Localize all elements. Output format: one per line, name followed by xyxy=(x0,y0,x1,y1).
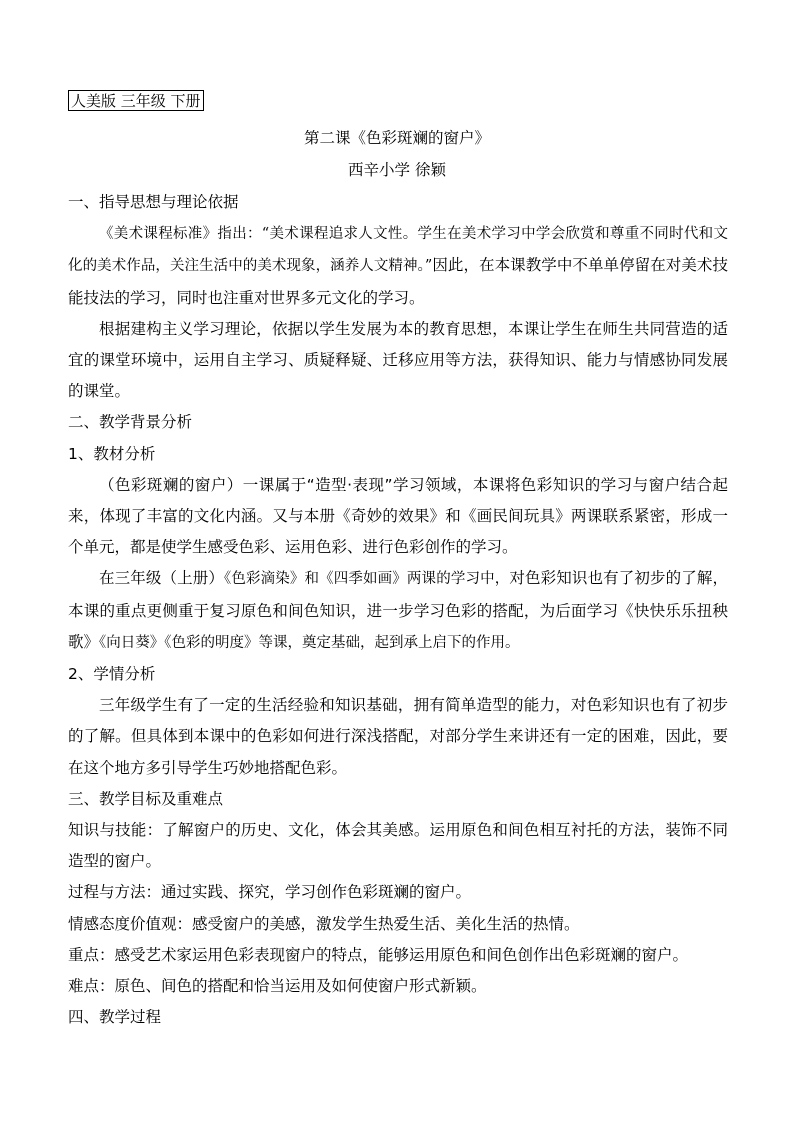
paragraph-text: 因此，在本课教学中不单单停留在对美术技能技法的学习，同时也注重对世界多元文化的学习。 xyxy=(68,256,728,307)
subsection-heading-textbook: 1、教材分析 xyxy=(68,444,156,463)
paragraph-constructivism: 根据建构主义学习理论，依据以学生发展为本的教育思想，本课让学生在师生共同营造的适宜的课堂环境中，运用自主学习、质疑释疑、迁移应用等方法，获得知识、能力与情感协同发展的课堂。 xyxy=(68,319,728,401)
key-point: 重点：感受艺术家运用色彩表现窗户的特点，能够运用原色和间色创作出色彩斑斓的窗户。 xyxy=(68,945,689,964)
edition-label: 人美版 三年级 下册 xyxy=(68,90,204,111)
paragraph-text: 《色彩滴染》和《四季如画》两课的学习中， xyxy=(224,571,510,588)
paragraph-prior-learning xyxy=(68,563,728,659)
subsection-heading-learners: 2、学情分析 xyxy=(68,665,156,684)
paragraph-learner-analysis: 三年级学生有了一定的生活经验和知识基础，拥有简单造型的能力，对色彩知识也有了初步的了解。但具体到本课中的色彩如何进行深浅搭配，对部分学生来讲还有一定的困难，因此，要在这个地方多引导学生巧妙地搭配色彩。 xyxy=(68,696,728,777)
paragraph-text: 《向日葵》《色彩的明度》等课，奠定基础，起到承上启下的作用。 xyxy=(99,634,520,651)
section-heading-4: 四、教学过程 xyxy=(68,1008,162,1027)
author-line: 西辛小学 徐颖 xyxy=(348,161,446,179)
paragraph-textbook-analysis: （色彩斑斓的窗户）一课属于“造型·表现”学习领域，本课将色彩知识的学习与窗户结合起来，体现了丰富的文化内涵。又与本册《奇妙的效果》和《画民间玩具》两课联系紧密，形成一个单元，都是使学生感受色彩、运用色彩、进行色彩创作的学习。 xyxy=(68,475,728,557)
quote-text: 《美术课程标准》指出：“美术课程追求人文性。学生在美术学习中学会欣赏和尊重不同时代和文化的美术作品，关注生活中的美术现象，涵养人文精神。” xyxy=(68,226,728,275)
section-heading-2: 二、教学背景分析 xyxy=(68,413,193,432)
goal-emotion-values: 情感态度价值观：感受窗户的美感，激发学生热爱生活、美化生活的热情。 xyxy=(68,914,580,933)
difficult-point: 难点：原色、间色的搭配和恰当运用及如何使窗户形式新颖。 xyxy=(68,977,487,996)
paragraph-text: 在三年级（上册） xyxy=(99,569,225,588)
goal-process-methods: 过程与方法：通过实践、探究，学习创作色彩斑斓的窗户。 xyxy=(68,883,472,902)
paragraph-text: 对色彩知识也有了初步的了解，本课的重点更侧重于复习原色和间色知识，进一步学习色彩的搭配，为后面学习《快快乐乐扭秧歌》 xyxy=(68,569,728,651)
goal-knowledge-skills: 知识与技能：了解窗户的历史、文化，体会其美感。运用原色和间色相互衬托的方法，装饰不同造型的窗户。 xyxy=(68,821,728,871)
paragraph-curriculum-standard xyxy=(68,218,728,314)
section-heading-1: 一、指导思想与理论依据 xyxy=(68,193,239,211)
lesson-title: 第二课《色彩斑斓的窗户》 xyxy=(303,129,490,147)
document-body xyxy=(68,187,728,1033)
section-heading-3: 三、教学目标及重难点 xyxy=(68,789,224,808)
